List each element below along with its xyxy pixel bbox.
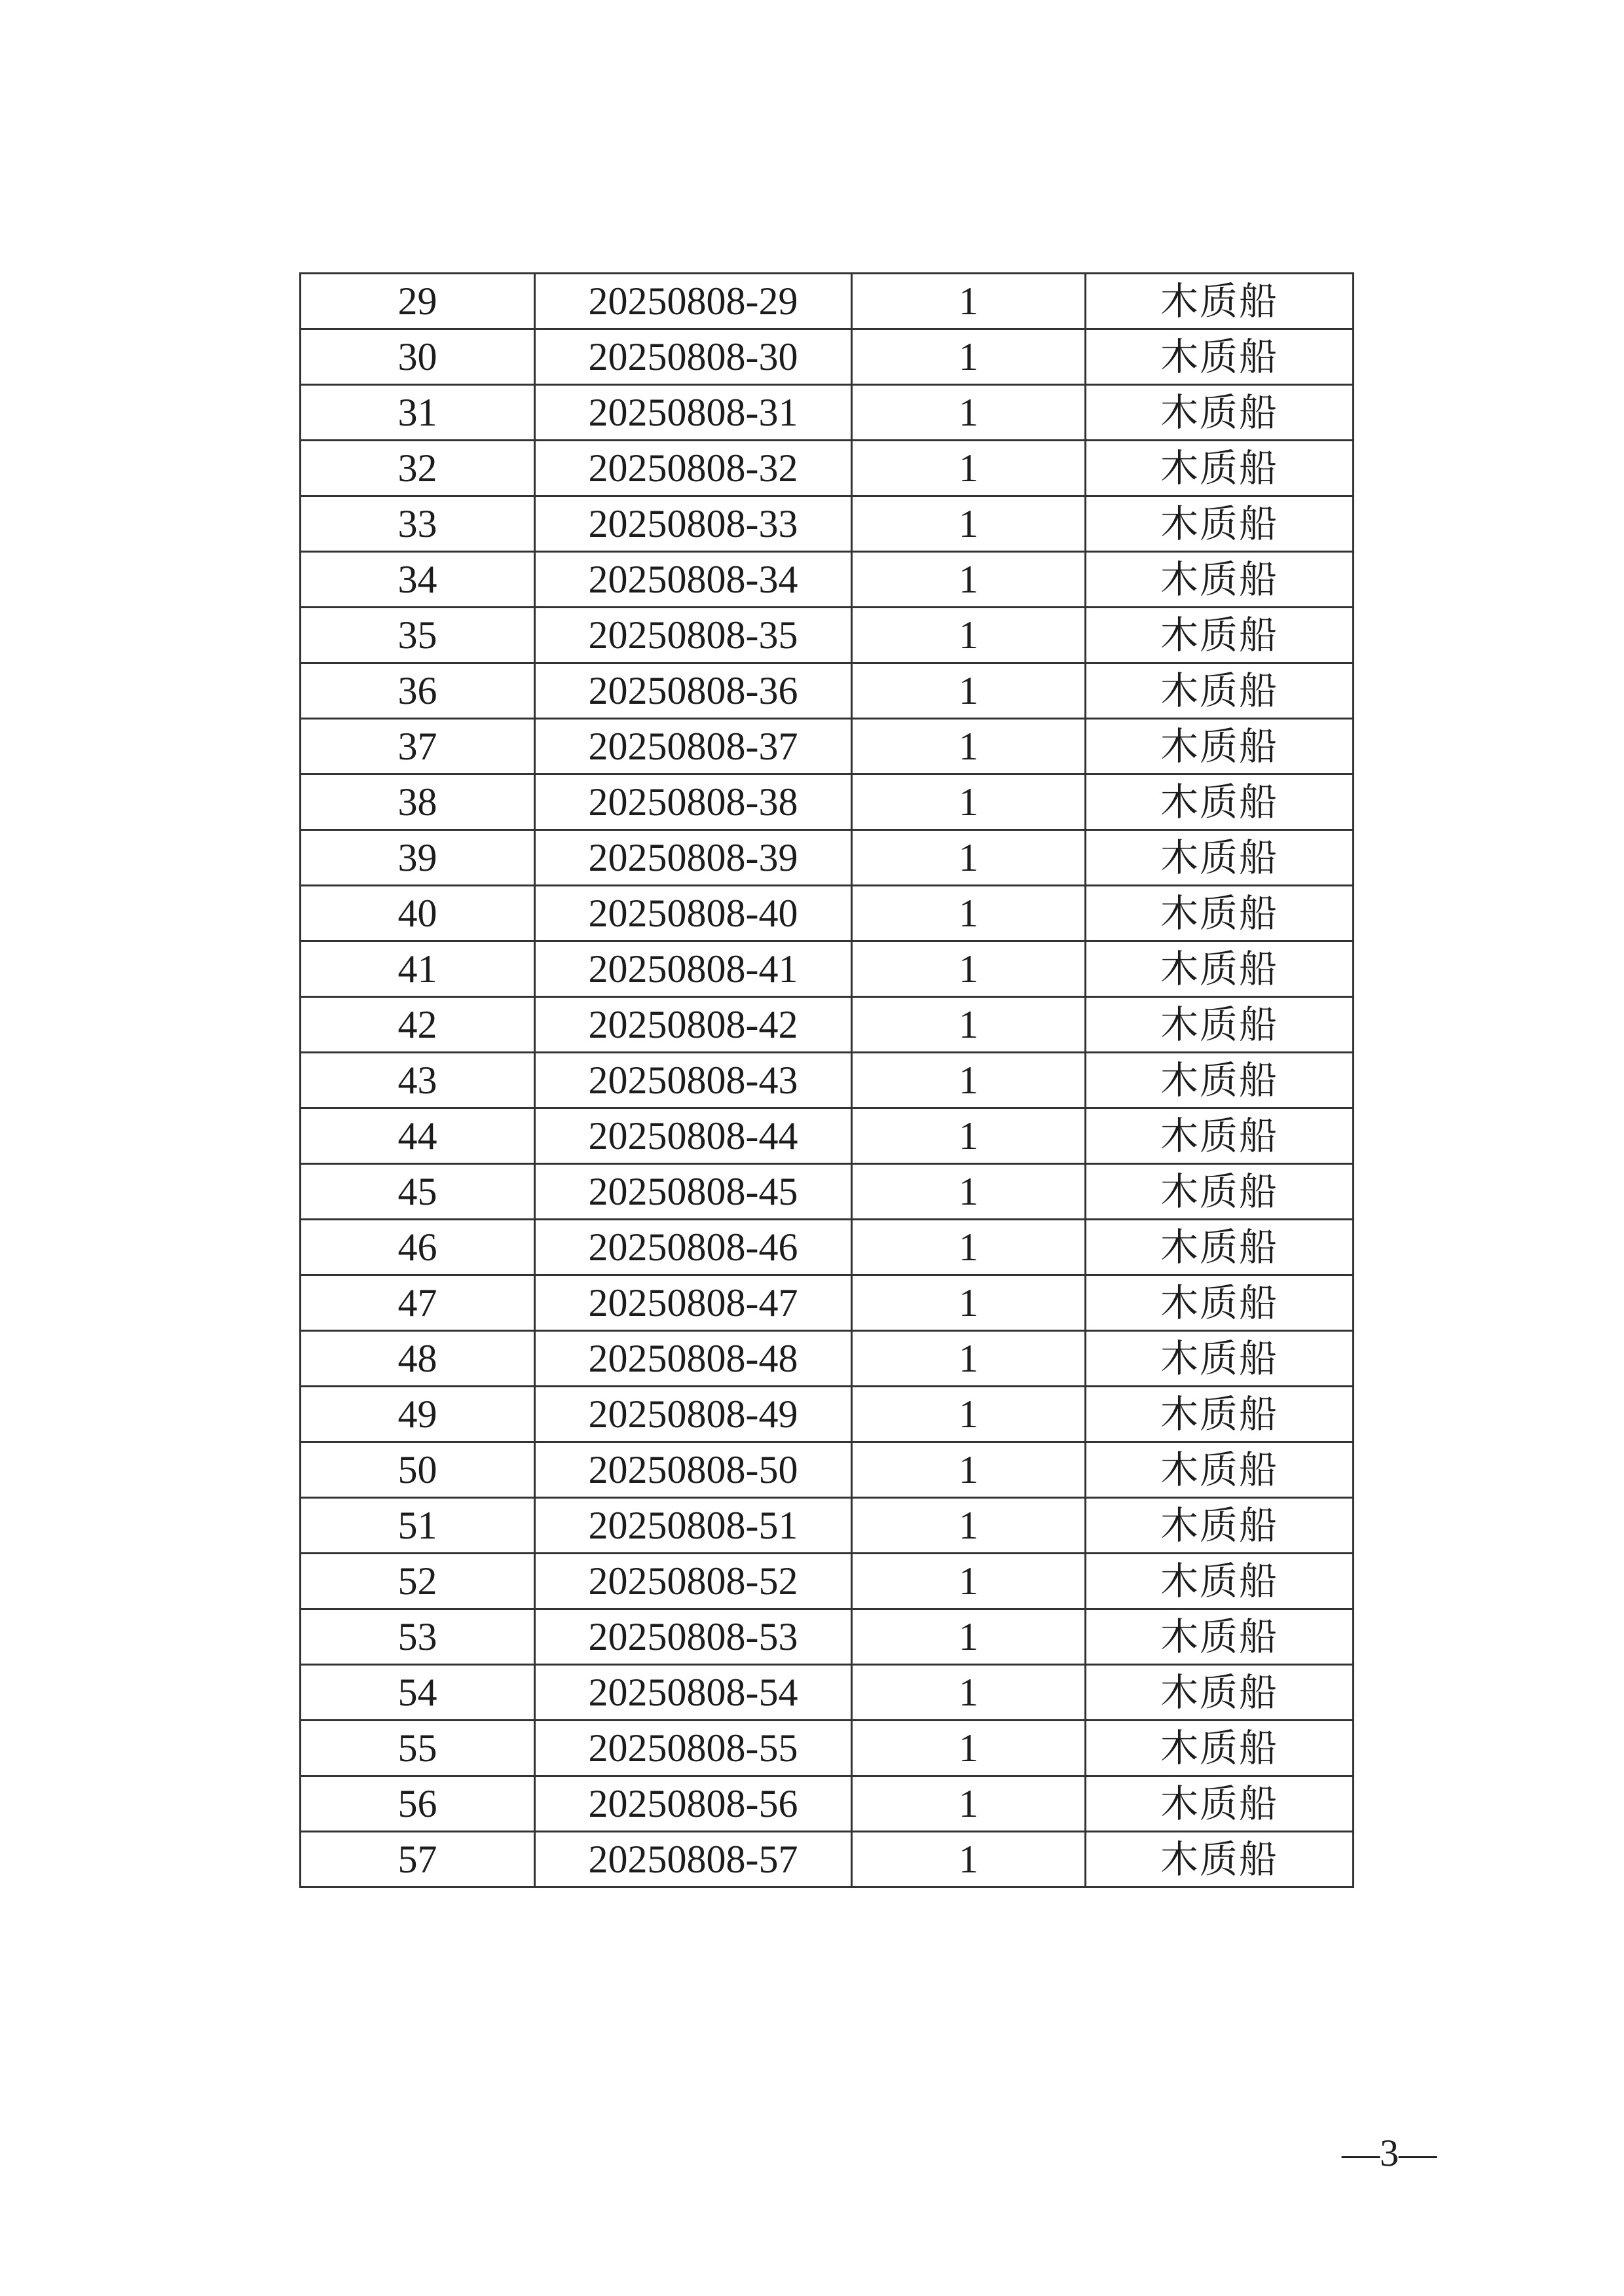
vessel-type-cell: 木质船 <box>1086 1498 1354 1554</box>
serial-number-cell: 49 <box>301 1387 535 1442</box>
quantity-cell: 1 <box>852 1387 1086 1442</box>
vessel-code-cell: 20250808-43 <box>535 1053 852 1108</box>
quantity-cell: 1 <box>852 441 1086 496</box>
table-row <box>301 1331 1354 1387</box>
vessel-type-cell: 木质船 <box>1086 274 1354 329</box>
vessel-code-cell: 20250808-29 <box>535 274 852 329</box>
table-row <box>301 385 1354 441</box>
table-row <box>301 830 1354 886</box>
vessel-type-cell: 木质船 <box>1086 329 1354 385</box>
table-row <box>301 1220 1354 1275</box>
vessel-type-cell: 木质船 <box>1086 1665 1354 1721</box>
serial-number-cell: 47 <box>301 1275 535 1331</box>
serial-number-cell: 32 <box>301 441 535 496</box>
vessel-code-cell: 20250808-33 <box>535 496 852 552</box>
serial-number-cell: 41 <box>301 941 535 997</box>
table-row <box>301 774 1354 830</box>
vessel-type-cell: 木质船 <box>1086 1108 1354 1164</box>
table-row <box>301 1053 1354 1108</box>
quantity-cell: 1 <box>852 663 1086 719</box>
vessel-type-cell: 木质船 <box>1086 441 1354 496</box>
serial-number-cell: 37 <box>301 719 535 774</box>
serial-number-cell: 38 <box>301 774 535 830</box>
table-row <box>301 719 1354 774</box>
table-row <box>301 496 1354 552</box>
serial-number-cell: 55 <box>301 1721 535 1776</box>
quantity-cell: 1 <box>852 1442 1086 1498</box>
table-row <box>301 1776 1354 1832</box>
vessel-type-cell: 木质船 <box>1086 496 1354 552</box>
vessel-code-cell: 20250808-54 <box>535 1665 852 1721</box>
vessel-code-cell: 20250808-42 <box>535 997 852 1053</box>
table-row <box>301 1609 1354 1665</box>
vessel-code-cell: 20250808-30 <box>535 329 852 385</box>
vessel-type-cell: 木质船 <box>1086 1053 1354 1108</box>
vessel-code-cell: 20250808-50 <box>535 1442 852 1498</box>
vessel-type-cell: 木质船 <box>1086 385 1354 441</box>
quantity-cell: 1 <box>852 329 1086 385</box>
quantity-cell: 1 <box>852 774 1086 830</box>
serial-number-cell: 33 <box>301 496 535 552</box>
quantity-cell: 1 <box>852 1609 1086 1665</box>
vessel-type-cell: 木质船 <box>1086 608 1354 663</box>
vessel-type-cell: 木质船 <box>1086 1554 1354 1609</box>
table-row <box>301 1498 1354 1554</box>
quantity-cell: 1 <box>852 1776 1086 1832</box>
page-number: —3— <box>1342 2132 1437 2174</box>
quantity-cell: 1 <box>852 1721 1086 1776</box>
vessel-type-cell: 木质船 <box>1086 1220 1354 1275</box>
serial-number-cell: 36 <box>301 663 535 719</box>
serial-number-cell: 57 <box>301 1832 535 1887</box>
vessel-code-cell: 20250808-36 <box>535 663 852 719</box>
quantity-cell: 1 <box>852 1108 1086 1164</box>
vessel-type-cell: 木质船 <box>1086 1609 1354 1665</box>
vessel-code-cell: 20250808-46 <box>535 1220 852 1275</box>
serial-number-cell: 43 <box>301 1053 535 1108</box>
serial-number-cell: 52 <box>301 1554 535 1609</box>
vessel-code-cell: 20250808-53 <box>535 1609 852 1665</box>
quantity-cell: 1 <box>852 1498 1086 1554</box>
vessel-code-cell: 20250808-35 <box>535 608 852 663</box>
table-row <box>301 1832 1354 1887</box>
table-row <box>301 552 1354 608</box>
vessel-type-cell: 木质船 <box>1086 997 1354 1053</box>
vessel-code-cell: 20250808-37 <box>535 719 852 774</box>
serial-number-cell: 35 <box>301 608 535 663</box>
vessel-code-cell: 20250808-45 <box>535 1164 852 1220</box>
vessel-type-cell: 木质船 <box>1086 941 1354 997</box>
vessel-code-cell: 20250808-38 <box>535 774 852 830</box>
vessel-code-cell: 20250808-48 <box>535 1331 852 1387</box>
vessel-code-cell: 20250808-44 <box>535 1108 852 1164</box>
serial-number-cell: 42 <box>301 997 535 1053</box>
vessel-code-cell: 20250808-49 <box>535 1387 852 1442</box>
vessel-type-cell: 木质船 <box>1086 830 1354 886</box>
serial-number-cell: 46 <box>301 1220 535 1275</box>
quantity-cell: 1 <box>852 997 1086 1053</box>
quantity-cell: 1 <box>852 552 1086 608</box>
vessel-type-cell: 木质船 <box>1086 1331 1354 1387</box>
vessel-type-cell: 木质船 <box>1086 1387 1354 1442</box>
serial-number-cell: 40 <box>301 886 535 941</box>
vessel-code-cell: 20250808-34 <box>535 552 852 608</box>
quantity-cell: 1 <box>852 1331 1086 1387</box>
vessel-code-cell: 20250808-47 <box>535 1275 852 1331</box>
quantity-cell: 1 <box>852 1665 1086 1721</box>
quantity-cell: 1 <box>852 830 1086 886</box>
serial-number-cell: 50 <box>301 1442 535 1498</box>
table-row <box>301 663 1354 719</box>
vessel-type-cell: 木质船 <box>1086 1442 1354 1498</box>
quantity-cell: 1 <box>852 496 1086 552</box>
serial-number-cell: 54 <box>301 1665 535 1721</box>
quantity-cell: 1 <box>852 1220 1086 1275</box>
serial-number-cell: 39 <box>301 830 535 886</box>
vessel-type-cell: 木质船 <box>1086 1832 1354 1887</box>
serial-number-cell: 30 <box>301 329 535 385</box>
quantity-cell: 1 <box>852 1554 1086 1609</box>
vessel-code-cell: 20250808-57 <box>535 1832 852 1887</box>
vessel-type-cell: 木质船 <box>1086 719 1354 774</box>
table-row <box>301 608 1354 663</box>
table-row <box>301 997 1354 1053</box>
vessel-code-cell: 20250808-32 <box>535 441 852 496</box>
vessel-table <box>299 272 1354 1888</box>
serial-number-cell: 45 <box>301 1164 535 1220</box>
serial-number-cell: 56 <box>301 1776 535 1832</box>
table-row <box>301 1387 1354 1442</box>
vessel-type-cell: 木质船 <box>1086 1275 1354 1331</box>
vessel-type-cell: 木质船 <box>1086 663 1354 719</box>
serial-number-cell: 29 <box>301 274 535 329</box>
quantity-cell: 1 <box>852 941 1086 997</box>
vessel-code-cell: 20250808-31 <box>535 385 852 441</box>
vessel-code-cell: 20250808-41 <box>535 941 852 997</box>
vessel-type-cell: 木质船 <box>1086 552 1354 608</box>
vessel-code-cell: 20250808-39 <box>535 830 852 886</box>
quantity-cell: 1 <box>852 274 1086 329</box>
table-row <box>301 1275 1354 1331</box>
serial-number-cell: 51 <box>301 1498 535 1554</box>
quantity-cell: 1 <box>852 886 1086 941</box>
vessel-type-cell: 木质船 <box>1086 1776 1354 1832</box>
vessel-type-cell: 木质船 <box>1086 1164 1354 1220</box>
serial-number-cell: 48 <box>301 1331 535 1387</box>
vessel-code-cell: 20250808-40 <box>535 886 852 941</box>
quantity-cell: 1 <box>852 719 1086 774</box>
table-row <box>301 1108 1354 1164</box>
table-row <box>301 941 1354 997</box>
table-row <box>301 886 1354 941</box>
table-row <box>301 1442 1354 1498</box>
vessel-table-body <box>301 274 1354 1887</box>
table-row <box>301 1164 1354 1220</box>
table-row <box>301 1554 1354 1609</box>
serial-number-cell: 34 <box>301 552 535 608</box>
table-row <box>301 329 1354 385</box>
serial-number-cell: 44 <box>301 1108 535 1164</box>
serial-number-cell: 31 <box>301 385 535 441</box>
quantity-cell: 1 <box>852 1275 1086 1331</box>
table-row <box>301 274 1354 329</box>
quantity-cell: 1 <box>852 1053 1086 1108</box>
vessel-code-cell: 20250808-56 <box>535 1776 852 1832</box>
table-row <box>301 1721 1354 1776</box>
vessel-type-cell: 木质船 <box>1086 886 1354 941</box>
table-row <box>301 441 1354 496</box>
vessel-code-cell: 20250808-55 <box>535 1721 852 1776</box>
quantity-cell: 1 <box>852 1832 1086 1887</box>
vessel-type-cell: 木质船 <box>1086 1721 1354 1776</box>
quantity-cell: 1 <box>852 1164 1086 1220</box>
vessel-type-cell: 木质船 <box>1086 774 1354 830</box>
vessel-code-cell: 20250808-52 <box>535 1554 852 1609</box>
serial-number-cell: 53 <box>301 1609 535 1665</box>
quantity-cell: 1 <box>852 608 1086 663</box>
quantity-cell: 1 <box>852 385 1086 441</box>
table-row <box>301 1665 1354 1721</box>
vessel-code-cell: 20250808-51 <box>535 1498 852 1554</box>
